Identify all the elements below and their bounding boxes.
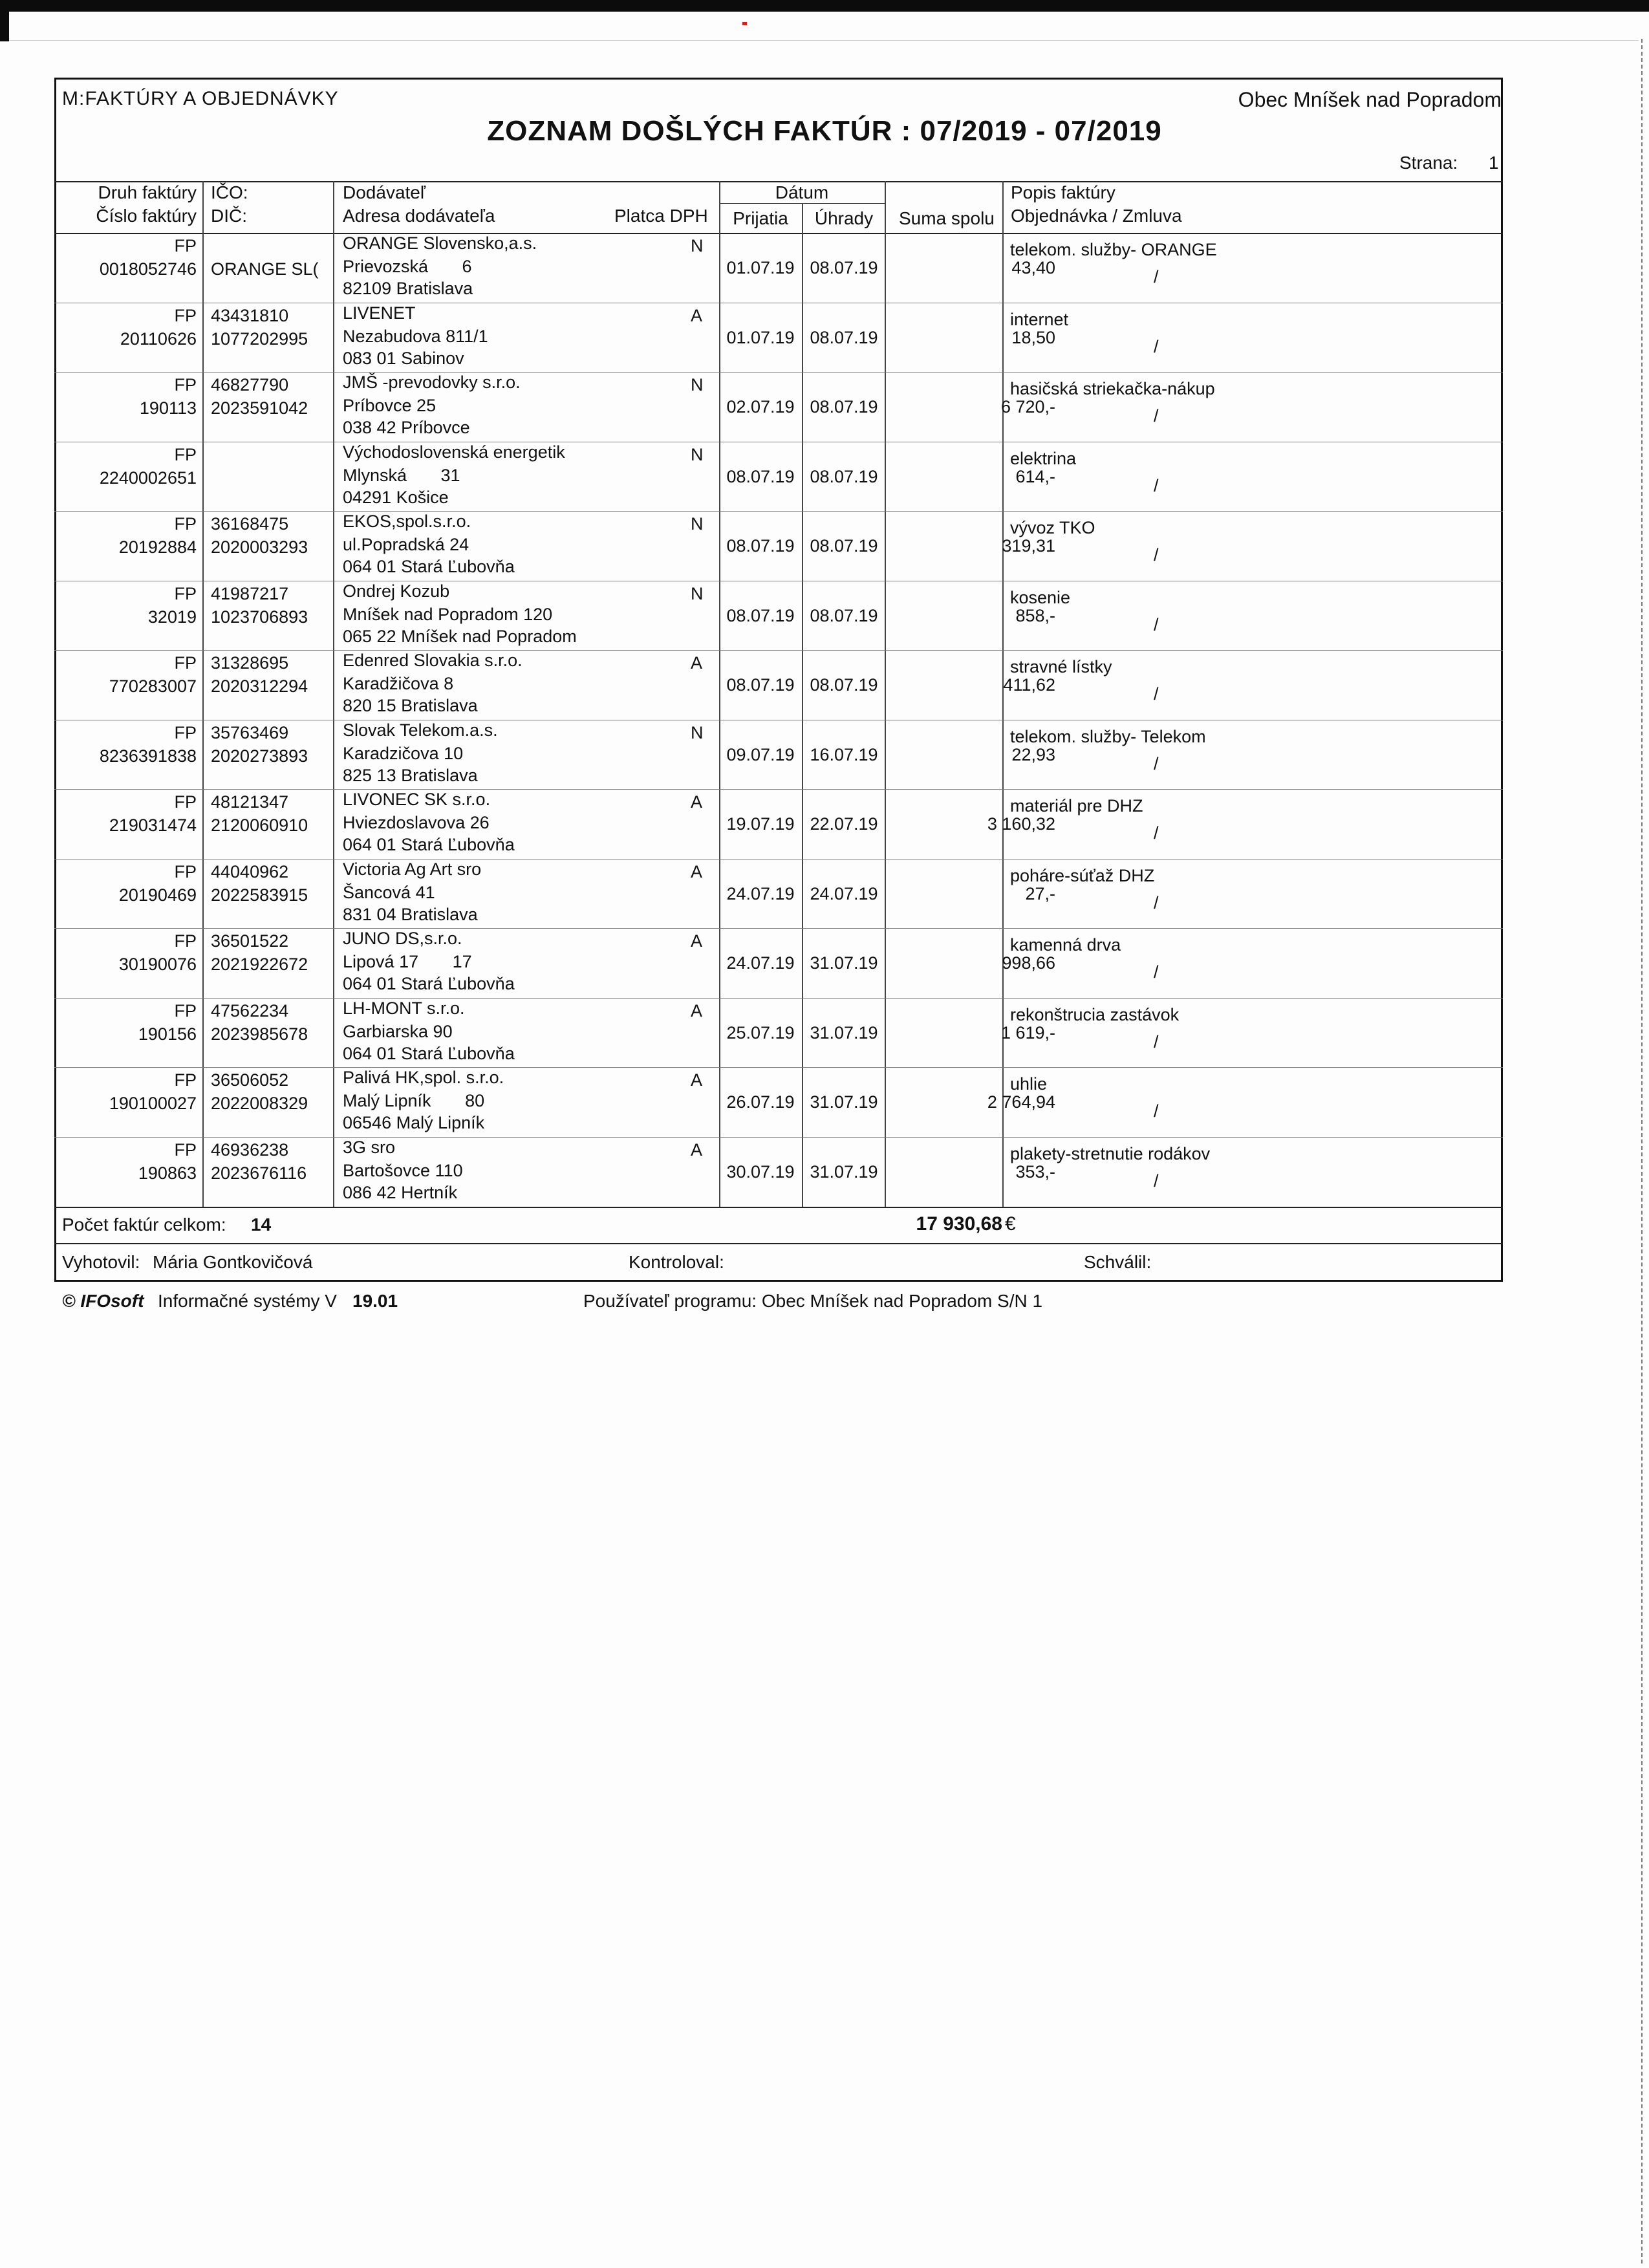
cell-suma: 1 619,- bbox=[1000, 1022, 1055, 1042]
cell-cislo: 30190076 bbox=[118, 955, 197, 974]
col-header-popis: Popis faktúry bbox=[1011, 182, 1116, 202]
cell-dph: N bbox=[691, 444, 704, 464]
cell-druh: FP bbox=[174, 1139, 197, 1160]
prepared-label: Vyhotovil: bbox=[62, 1252, 140, 1272]
cell-street: Bartošovce 110 bbox=[343, 1160, 463, 1180]
cell-dic: 1023706893 bbox=[211, 607, 308, 627]
cell-dic: 2023591042 bbox=[211, 398, 308, 418]
cell-suma: 43,40 bbox=[1011, 258, 1055, 277]
cell-suma: 22,93 bbox=[1011, 744, 1055, 764]
cell-popis: rekonštrucia zastávok bbox=[1010, 1004, 1180, 1024]
scan-line bbox=[9, 40, 1639, 41]
cell-prijatia: 02.07.19 bbox=[726, 397, 795, 416]
cell-street: Karadžičova 8 bbox=[343, 674, 454, 693]
cell-uhrady: 31.07.19 bbox=[810, 1092, 878, 1112]
count-label: Počet faktúr celkom: bbox=[62, 1215, 226, 1235]
cell-popis: uhlie bbox=[1010, 1074, 1048, 1094]
cell-cislo: 190863 bbox=[138, 1163, 197, 1183]
cell-objednavka: / bbox=[1154, 267, 1159, 286]
cell-objednavka: / bbox=[1154, 1101, 1159, 1121]
cell-suma: 858,- bbox=[1015, 605, 1055, 625]
table-row bbox=[54, 234, 1503, 303]
col-header-dic: DIČ: bbox=[211, 206, 247, 226]
cell-prijatia: 24.07.19 bbox=[726, 953, 795, 973]
cell-druh: FP bbox=[174, 375, 197, 394]
cell-suma: 6 720,- bbox=[1000, 397, 1055, 416]
cell-dic: 2022008329 bbox=[211, 1094, 308, 1113]
table-row bbox=[54, 1068, 1503, 1138]
cell-name: ORANGE Slovensko,a.s. bbox=[343, 233, 537, 253]
cell-street: Mlynská 31 bbox=[343, 465, 460, 485]
cell-ico: 36506052 bbox=[211, 1070, 289, 1090]
cell-uhrady: 16.07.19 bbox=[810, 744, 878, 764]
cell-name: JUNO DS,s.r.o. bbox=[343, 929, 462, 948]
cell-objednavka: / bbox=[1154, 336, 1159, 356]
cell-dph: N bbox=[691, 375, 704, 394]
cell-dph: A bbox=[691, 1070, 703, 1090]
cell-city: 82109 Bratislava bbox=[343, 279, 473, 298]
cell-street: Garbiarska 90 bbox=[343, 1021, 453, 1041]
cell-druh: FP bbox=[174, 236, 197, 255]
cell-druh: FP bbox=[174, 514, 197, 534]
cell-prijatia: 08.07.19 bbox=[726, 466, 795, 486]
prepared-by: Mária Gontkovičová bbox=[153, 1252, 313, 1272]
cell-cislo: 32019 bbox=[147, 607, 197, 627]
cell-cislo: 219031474 bbox=[109, 815, 197, 835]
cell-objednavka: / bbox=[1154, 406, 1159, 426]
cell-city: 064 01 Stará Ľubovňa bbox=[343, 835, 515, 854]
cell-uhrady: 08.07.19 bbox=[810, 675, 878, 695]
col-header-cislo: Číslo faktúry bbox=[96, 206, 197, 226]
cell-prijatia: 08.07.19 bbox=[726, 675, 795, 695]
row-separator bbox=[54, 650, 1503, 651]
approved-label: Schválil: bbox=[1084, 1252, 1152, 1272]
cell-popis: internet bbox=[1010, 309, 1069, 329]
cell-uhrady: 31.07.19 bbox=[810, 953, 878, 973]
cell-ico: 36168475 bbox=[211, 514, 289, 534]
cell-dic: 2120060910 bbox=[211, 815, 308, 835]
cell-name: Edenred Slovakia s.r.o. bbox=[343, 651, 523, 670]
cell-suma: 18,50 bbox=[1011, 327, 1055, 347]
cell-uhrady: 08.07.19 bbox=[810, 327, 878, 347]
table-row bbox=[54, 790, 1503, 859]
cell-objednavka: / bbox=[1154, 684, 1159, 704]
cell-objednavka: / bbox=[1154, 545, 1159, 565]
cell-druh: FP bbox=[174, 1070, 197, 1090]
cell-prijatia: 24.07.19 bbox=[726, 883, 795, 903]
col-header-dodavatel: Dodávateľ bbox=[343, 182, 426, 202]
cell-dic: 2020273893 bbox=[211, 746, 308, 766]
cell-popis: poháre-súťaž DHZ bbox=[1010, 865, 1155, 885]
cell-name: Ondrej Kozub bbox=[343, 581, 450, 601]
cell-city: 064 01 Stará Ľubovňa bbox=[343, 974, 515, 993]
cell-popis: telekom. služby- ORANGE bbox=[1010, 240, 1217, 259]
row-separator bbox=[54, 1137, 1503, 1138]
cell-ico: 46936238 bbox=[211, 1139, 289, 1160]
cell-cislo: 190156 bbox=[138, 1024, 197, 1044]
cell-dph: A bbox=[691, 792, 703, 812]
cell-suma: 319,31 bbox=[1002, 536, 1055, 556]
cell-suma: 411,62 bbox=[1003, 675, 1055, 695]
row-separator bbox=[54, 998, 1503, 999]
cell-uhrady: 08.07.19 bbox=[810, 258, 878, 277]
page-number: 1 bbox=[1489, 153, 1499, 173]
cell-suma: 2 764,94 bbox=[987, 1092, 1055, 1112]
scan-top-edge bbox=[0, 0, 1649, 12]
currency-symbol: € bbox=[1005, 1213, 1016, 1235]
cell-popis: kosenie bbox=[1010, 587, 1071, 607]
cell-prijatia: 25.07.19 bbox=[726, 1022, 795, 1042]
cell-street: Príbovce 25 bbox=[343, 396, 436, 415]
cell-city: 831 04 Bratislava bbox=[343, 904, 478, 924]
cell-dic: 1077202995 bbox=[211, 329, 308, 349]
cell-prijatia: 08.07.19 bbox=[726, 605, 795, 625]
cell-popis: telekom. služby- Telekom bbox=[1010, 726, 1206, 746]
cell-cislo: 190100027 bbox=[109, 1094, 197, 1113]
cell-street: Šancová 41 bbox=[343, 882, 435, 902]
cell-objednavka: / bbox=[1154, 962, 1159, 982]
cell-objednavka: / bbox=[1154, 614, 1159, 634]
table-row bbox=[54, 373, 1503, 442]
table-row bbox=[54, 651, 1503, 720]
cell-objednavka: / bbox=[1154, 1171, 1159, 1191]
invoice-count: 14 bbox=[251, 1215, 272, 1235]
row-separator bbox=[54, 1067, 1503, 1068]
summary-top-line bbox=[54, 1207, 1503, 1208]
cell-popis: hasičská striekačka-nákup bbox=[1010, 379, 1215, 398]
col-header-objednavka: Objednávka / Zmluva bbox=[1011, 206, 1182, 226]
cell-druh: FP bbox=[174, 1000, 197, 1021]
cell-prijatia: 30.07.19 bbox=[726, 1161, 795, 1182]
cell-ico: 36501522 bbox=[211, 931, 289, 951]
cell-name: JMŠ -prevodovky s.r.o. bbox=[343, 373, 521, 392]
cell-city: 820 15 Bratislava bbox=[343, 696, 478, 715]
cell-city: 064 01 Stará Ľubovňa bbox=[343, 1043, 515, 1063]
cell-prijatia: 26.07.19 bbox=[726, 1092, 795, 1112]
page-label: Strana: bbox=[1399, 153, 1458, 173]
cell-dic: 2023985678 bbox=[211, 1024, 308, 1044]
cell-prijatia: 01.07.19 bbox=[726, 258, 795, 277]
cell-suma: 3 160,32 bbox=[987, 814, 1055, 834]
cell-druh: FP bbox=[174, 653, 197, 673]
cell-ico: 47562234 bbox=[211, 1000, 289, 1021]
system-version: 19.01 bbox=[352, 1291, 398, 1311]
cell-street: Prievozská 6 bbox=[343, 257, 472, 276]
cell-cislo: 2240002651 bbox=[99, 468, 197, 488]
cell-dph: A bbox=[691, 1139, 703, 1160]
col-header-prijatia: Prijatia bbox=[733, 208, 788, 228]
cell-ico: 48121347 bbox=[211, 792, 289, 812]
cell-dph: A bbox=[691, 305, 703, 325]
cell-druh: FP bbox=[174, 861, 197, 881]
cell-prijatia: 01.07.19 bbox=[726, 327, 795, 347]
cell-objednavka: / bbox=[1154, 475, 1159, 495]
cell-dph: A bbox=[691, 861, 703, 881]
cell-objednavka: / bbox=[1154, 1031, 1159, 1052]
table-row bbox=[54, 1138, 1503, 1207]
program-user: Používateľ programu: Obec Mníšek nad Popradom S/N 1 bbox=[583, 1291, 1043, 1311]
cell-street: Malý Lipník 80 bbox=[343, 1091, 485, 1110]
scan-corner-mark bbox=[0, 12, 9, 41]
col-header-platca: Platca DPH bbox=[614, 206, 708, 226]
cell-suma: 27,- bbox=[1025, 883, 1055, 903]
table-row bbox=[54, 929, 1503, 999]
cell-cislo: 770283007 bbox=[109, 676, 197, 696]
checked-label: Kontroloval: bbox=[629, 1252, 724, 1272]
cell-dph: A bbox=[691, 1000, 703, 1021]
cell-name: LH-MONT s.r.o. bbox=[343, 998, 465, 1018]
cell-street: Hviezdoslavova 26 bbox=[343, 813, 490, 832]
cell-name: Victoria Ag Art sro bbox=[343, 859, 482, 879]
cell-name: Slovak Telekom.a.s. bbox=[343, 720, 498, 740]
cell-uhrady: 31.07.19 bbox=[810, 1022, 878, 1042]
cell-popis: vývoz TKO bbox=[1010, 518, 1095, 537]
cell-city: 04291 Košice bbox=[343, 487, 449, 507]
cell-uhrady: 24.07.19 bbox=[810, 883, 878, 903]
cell-druh: FP bbox=[174, 722, 197, 742]
cell-ico: 31328695 bbox=[211, 653, 289, 673]
cell-cislo: 20190469 bbox=[118, 885, 197, 905]
footer-top-line bbox=[54, 1243, 1503, 1244]
cell-city: 086 42 Hertník bbox=[343, 1182, 458, 1202]
cell-popis: stravné lístky bbox=[1010, 657, 1112, 676]
cell-dic: 2021922672 bbox=[211, 955, 308, 974]
cell-dic: ORANGE SL( bbox=[211, 259, 319, 279]
cell-city: 065 22 Mníšek nad Popradom bbox=[343, 626, 577, 646]
cell-ico: 41987217 bbox=[211, 583, 289, 603]
cell-ico: 35763469 bbox=[211, 722, 289, 742]
cell-cislo: 20110626 bbox=[120, 329, 197, 349]
cell-uhrady: 22.07.19 bbox=[810, 814, 878, 834]
cell-cislo: 190113 bbox=[139, 398, 197, 418]
cell-ico: 44040962 bbox=[211, 861, 289, 881]
cell-street: Karadzičova 10 bbox=[343, 743, 464, 763]
table-row bbox=[54, 512, 1503, 581]
cell-dph: N bbox=[691, 583, 704, 603]
cell-name: Palivá HK,spol. s.r.o. bbox=[343, 1068, 504, 1087]
cell-name: EKOS,spol.s.r.o. bbox=[343, 512, 471, 531]
cell-city: 06546 Malý Lipník bbox=[343, 1113, 485, 1132]
cell-name: Východoslovenská energetik bbox=[343, 442, 565, 462]
row-separator bbox=[54, 789, 1503, 790]
cell-objednavka: / bbox=[1154, 892, 1159, 913]
cell-dic: 2020003293 bbox=[211, 537, 308, 557]
cell-ico: 46827790 bbox=[211, 375, 289, 394]
cell-city: 825 13 Bratislava bbox=[343, 765, 478, 785]
col-header-druh: Druh faktúry bbox=[98, 182, 197, 202]
cell-popis: elektrina bbox=[1010, 448, 1077, 468]
cell-street: Nezabudova 811/1 bbox=[343, 326, 488, 346]
row-separator bbox=[54, 511, 1503, 512]
cell-cislo: 8236391838 bbox=[99, 746, 197, 766]
cell-cislo: 20192884 bbox=[118, 537, 197, 557]
cell-cislo: 0018052746 bbox=[99, 259, 197, 279]
table-row bbox=[54, 304, 1503, 373]
page-title: ZOZNAM DOŠLÝCH FAKTÚR : 07/2019 - 07/2019 bbox=[487, 115, 1162, 147]
cell-uhrady: 08.07.19 bbox=[810, 536, 878, 556]
cell-dph: A bbox=[691, 653, 703, 673]
cell-street: Mníšek nad Popradom 120 bbox=[343, 604, 553, 624]
cell-druh: FP bbox=[174, 583, 197, 603]
table-row bbox=[54, 443, 1503, 512]
cell-dph: A bbox=[691, 931, 703, 951]
table-row bbox=[54, 582, 1503, 651]
table-row bbox=[54, 721, 1503, 790]
cell-objednavka: / bbox=[1154, 823, 1159, 843]
col-header-ico: IČO: bbox=[211, 182, 248, 202]
cell-city: 064 01 Stará Ľubovňa bbox=[343, 557, 515, 576]
cell-city: 083 01 Sabinov bbox=[343, 348, 464, 368]
cell-druh: FP bbox=[174, 931, 197, 951]
cell-uhrady: 08.07.19 bbox=[810, 605, 878, 625]
cell-street: ul.Popradská 24 bbox=[343, 535, 469, 554]
cell-druh: FP bbox=[174, 792, 197, 812]
cell-prijatia: 09.07.19 bbox=[726, 744, 795, 764]
cell-ico: 43431810 bbox=[211, 305, 289, 325]
total-amount: 17 930,68 bbox=[916, 1213, 1002, 1235]
cell-dph: N bbox=[691, 236, 704, 255]
cell-name: LIVENET bbox=[343, 303, 416, 323]
row-separator bbox=[54, 372, 1503, 373]
scan-red-mark bbox=[742, 22, 747, 25]
organization-name: Obec Mníšek nad Popradom bbox=[1238, 88, 1502, 111]
cell-objednavka: / bbox=[1154, 753, 1159, 773]
cell-popis: plakety-stretnutie rodákov bbox=[1010, 1143, 1211, 1163]
table-row bbox=[54, 860, 1503, 929]
row-separator bbox=[54, 928, 1503, 929]
cell-uhrady: 31.07.19 bbox=[810, 1161, 878, 1182]
cell-dic: 2020312294 bbox=[211, 676, 308, 696]
cell-city: 038 42 Príbovce bbox=[343, 418, 470, 437]
cell-dph: N bbox=[691, 722, 704, 742]
col-header-datum: Dátum bbox=[775, 182, 829, 202]
cell-suma: 614,- bbox=[1015, 466, 1055, 486]
cell-popis: materiál pre DHZ bbox=[1010, 796, 1143, 815]
system-label: Informačné systémy V bbox=[158, 1291, 337, 1311]
cell-street: Lipová 17 17 bbox=[343, 952, 472, 971]
cell-druh: FP bbox=[174, 444, 197, 464]
cell-uhrady: 08.07.19 bbox=[810, 466, 878, 486]
col-header-adresa: Adresa dodávateľa bbox=[343, 206, 495, 226]
cell-dph: N bbox=[691, 514, 704, 534]
cell-name: LIVONEC SK s.r.o. bbox=[343, 790, 491, 809]
cell-prijatia: 19.07.19 bbox=[726, 814, 795, 834]
cell-dic: 2022583915 bbox=[211, 885, 308, 905]
cell-uhrady: 08.07.19 bbox=[810, 397, 878, 416]
col-header-suma: Suma spolu bbox=[899, 208, 995, 228]
cell-dic: 2023676116 bbox=[211, 1163, 307, 1183]
cell-suma: 353,- bbox=[1015, 1161, 1055, 1182]
scan-right-edge bbox=[1641, 39, 1643, 2263]
cell-suma: 998,66 bbox=[1002, 953, 1055, 973]
table-row bbox=[54, 999, 1503, 1068]
cell-prijatia: 08.07.19 bbox=[726, 536, 795, 556]
cell-popis: kamenná drva bbox=[1010, 935, 1121, 955]
cell-druh: FP bbox=[174, 305, 197, 325]
module-label: M:FAKTÚRY A OBJEDNÁVKY bbox=[62, 88, 339, 109]
col-header-uhrady: Úhrady bbox=[814, 208, 874, 228]
brand-logo: © IFOsoft bbox=[62, 1291, 144, 1311]
cell-name: 3G sro bbox=[343, 1137, 396, 1157]
